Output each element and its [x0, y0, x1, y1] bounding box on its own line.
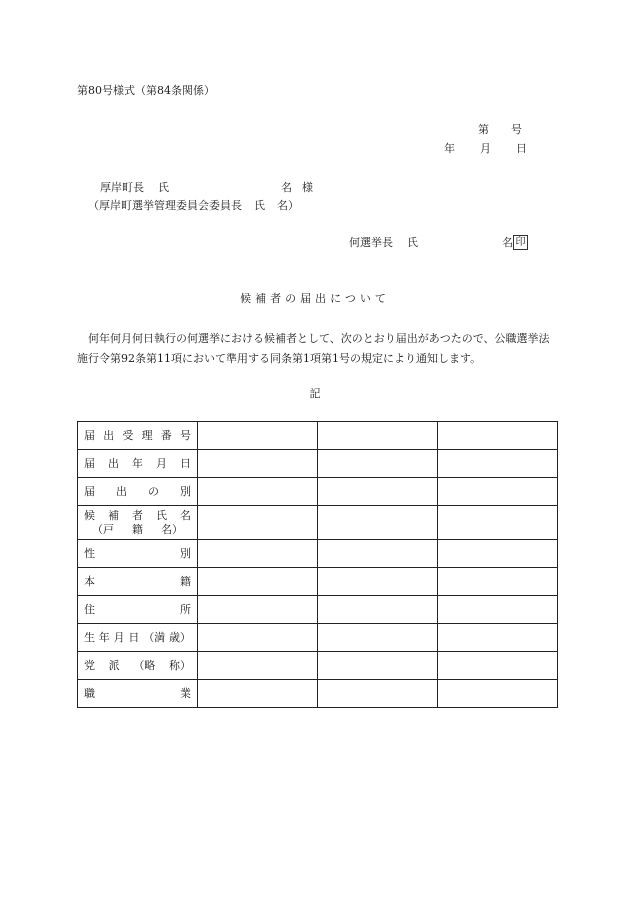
document-title: 候補者の届出について — [240, 292, 390, 305]
row-label — [84, 457, 191, 471]
table-row — [78, 624, 558, 652]
label-char: 職 — [84, 686, 95, 700]
table-row — [78, 596, 558, 624]
row-label — [84, 575, 191, 589]
row-label-cell — [78, 680, 198, 708]
label-char: 月 — [156, 456, 167, 470]
label-char: 出 — [103, 428, 115, 442]
label-char: 者 — [132, 508, 143, 522]
label-char: 届 — [84, 456, 95, 470]
label-char: 出 — [108, 456, 119, 470]
label-char: 届 — [84, 484, 95, 498]
entry-cell — [318, 624, 438, 652]
label-char: 日 — [180, 456, 191, 470]
seal-box: 印 — [513, 235, 528, 250]
label-char: （満 — [143, 630, 166, 644]
addressee-shi: 氏 — [158, 181, 169, 194]
row-label — [84, 687, 191, 701]
entry-cell — [318, 680, 438, 708]
entry-cell — [318, 450, 438, 478]
row-label — [84, 509, 191, 523]
entry-cell — [318, 596, 438, 624]
date-day: 日 — [516, 142, 527, 155]
entry-cell — [438, 568, 558, 596]
entry-cell — [198, 624, 318, 652]
row-label — [84, 485, 191, 499]
label-char: （略 — [133, 658, 156, 672]
ki-heading: 記 — [309, 387, 321, 400]
label-char: 業 — [180, 686, 191, 700]
label-char: 本 — [84, 574, 95, 588]
label-char: 受 — [122, 428, 134, 442]
label-char: 番 — [160, 428, 172, 442]
date-line — [444, 142, 527, 156]
label-char: 党 — [84, 658, 95, 672]
label-char: 別 — [180, 484, 191, 498]
document-number-line — [478, 123, 522, 137]
form-number: 第80号様式（第84条関係） — [77, 84, 215, 97]
row-label-cell — [78, 596, 198, 624]
date-year: 年 — [444, 142, 455, 155]
label-char: 住 — [84, 602, 95, 616]
entry-cell — [198, 596, 318, 624]
entry-cell — [198, 652, 318, 680]
entry-cell — [198, 506, 318, 540]
body-paragraph — [77, 329, 557, 369]
entry-cell — [198, 540, 318, 568]
entry-cell — [438, 422, 558, 450]
table-row — [78, 568, 558, 596]
addressee-sub-title: （厚岸町選挙管理委員会委員長 — [88, 199, 242, 212]
addressee-sub — [88, 199, 299, 213]
entry-cell — [318, 506, 438, 540]
label-char: 届 — [84, 428, 95, 442]
row-label-cell — [78, 478, 198, 506]
entry-cell — [198, 680, 318, 708]
sublabel-char: 名） — [161, 522, 183, 536]
sublabel-char: 籍 — [132, 522, 143, 536]
body-text: 何年何月何日執行の何選挙における候補者として、次のとおり届出があつたので、公職選挙法施行令第92条第11項において準用する同条第1項第1号の規定により通知します。 — [77, 332, 550, 365]
entry-cell — [198, 422, 318, 450]
label-char: 日 — [128, 630, 140, 644]
entry-cell — [318, 540, 438, 568]
sender-shi: 氏 — [407, 236, 418, 249]
row-label — [84, 631, 191, 645]
number-prefix: 第 — [478, 123, 489, 136]
entry-cell — [438, 624, 558, 652]
addressee-sub-mei: 名） — [277, 199, 299, 212]
number-suffix: 号 — [511, 123, 522, 136]
label-char: 理 — [141, 428, 153, 442]
row-label-cell — [78, 450, 198, 478]
sender — [349, 236, 513, 250]
label-char: の — [148, 484, 159, 498]
entry-cell — [198, 478, 318, 506]
entry-cell — [438, 540, 558, 568]
addressee-mei: 名 — [281, 181, 292, 194]
sender-mei: 名 — [502, 236, 513, 249]
label-char: 別 — [180, 546, 191, 560]
date-month: 月 — [480, 142, 491, 155]
label-char: 歳） — [168, 630, 191, 644]
label-char: 候 — [84, 508, 95, 522]
entry-cell — [438, 652, 558, 680]
row-label-cell — [78, 624, 198, 652]
entry-cell — [318, 478, 438, 506]
label-char: 籍 — [180, 574, 191, 588]
label-char: 出 — [116, 484, 127, 498]
entry-cell — [198, 450, 318, 478]
label-char: 名 — [180, 508, 191, 522]
table-row — [78, 450, 558, 478]
entry-cell — [198, 568, 318, 596]
sublabel-char: （戸 — [92, 522, 114, 536]
row-label — [84, 429, 191, 443]
row-label — [84, 603, 191, 617]
sender-title: 何選挙長 — [349, 236, 393, 249]
label-char: 年 — [98, 630, 110, 644]
entry-cell — [318, 652, 438, 680]
label-char: 生 — [84, 630, 95, 644]
label-char: 月 — [113, 630, 125, 644]
row-label — [84, 659, 191, 673]
entry-cell — [438, 680, 558, 708]
addressee-title: 厚岸町長 — [100, 181, 144, 194]
entry-cell — [438, 478, 558, 506]
table-row — [78, 680, 558, 708]
candidate-table — [77, 421, 558, 708]
entry-cell — [438, 506, 558, 540]
row-label-cell — [78, 540, 198, 568]
addressee-sub-shi: 氏 — [254, 199, 265, 212]
addressee-sama: 様 — [302, 181, 313, 194]
label-char: 年 — [132, 456, 143, 470]
entry-cell — [438, 596, 558, 624]
addressee — [100, 181, 313, 195]
table-row — [78, 652, 558, 680]
entry-cell — [438, 450, 558, 478]
row-sublabel — [84, 523, 191, 537]
label-char: 所 — [180, 602, 191, 616]
row-label-cell — [78, 568, 198, 596]
table-row — [78, 506, 558, 540]
label-char: 氏 — [156, 508, 167, 522]
row-label-cell — [78, 652, 198, 680]
label-char: 性 — [84, 546, 95, 560]
label-char: 補 — [108, 508, 119, 522]
row-label-cell — [78, 422, 198, 450]
label-char: 派 — [108, 658, 120, 672]
row-label — [84, 547, 191, 561]
table-row — [78, 540, 558, 568]
entry-cell — [318, 422, 438, 450]
row-label-cell — [78, 506, 198, 540]
label-char: 号 — [179, 428, 191, 442]
label-char: 称） — [168, 658, 191, 672]
entry-cell — [318, 568, 438, 596]
table-row — [78, 478, 558, 506]
table-row — [78, 422, 558, 450]
